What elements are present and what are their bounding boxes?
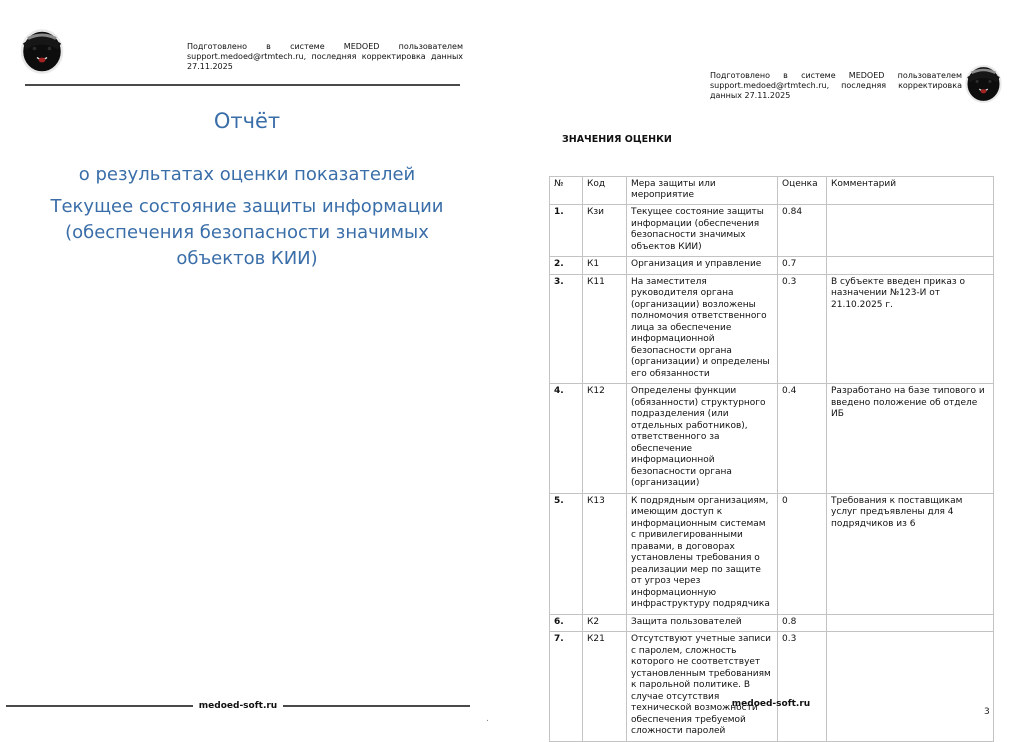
assessment-table xyxy=(549,176,994,742)
cell-score: 0 xyxy=(778,493,827,614)
cell-measure: Организация и управление xyxy=(627,257,778,275)
cell-measure: На заместителя руководителя органа (организации) возложены полномочия ответственного лица за обеспечение информационной безопасности органа (организации) и определены его обязанности xyxy=(627,274,778,384)
cell-comment xyxy=(827,205,994,257)
cell-score: 0.84 xyxy=(778,205,827,257)
page-number: 3 xyxy=(984,707,990,717)
table-row xyxy=(550,632,994,742)
medoed-bear-logo-icon xyxy=(18,28,66,75)
cell-num: 1. xyxy=(550,205,583,257)
table-row xyxy=(550,384,994,494)
col-header-code: Код xyxy=(583,177,627,205)
table-row xyxy=(550,614,994,632)
assessment-table-head xyxy=(550,177,994,205)
table-row xyxy=(550,274,994,384)
cell-comment: Требования к поставщикам услуг предъявлены для 4 подрядчиков из 6 xyxy=(827,493,994,614)
cell-measure: Определены функции (обязанности) структурного подразделения (или отдельных работников), ответственного за обеспечение информационной безопасности органа (организации) xyxy=(627,384,778,494)
subject-line: объектов КИИ) xyxy=(176,248,318,269)
cell-score: 0.4 xyxy=(778,384,827,494)
cell-num: 3. xyxy=(550,274,583,384)
cell-comment: В субъекте введен приказ о назначении №123-И от 21.10.2025 г. xyxy=(827,274,994,384)
cell-measure: Отсутствуют учетные записи с паролем, сложность которого не соответствует установленным требованиям к парольной политике. В случае отсутствия технической возможности обеспечения требуемой сложности паролей xyxy=(627,632,778,742)
report-subtitle: о результатах оценки показателей xyxy=(78,164,416,185)
table-header-row xyxy=(550,177,994,205)
cell-num: 2. xyxy=(550,257,583,275)
cell-num: 6. xyxy=(550,614,583,632)
cell-code: Кзи xyxy=(583,205,627,257)
prepared-note: Подготовлено в системе MEDOED пользователем support.medoed@rtmtech.ru, последняя корректировка данных 27.11.2025 xyxy=(187,42,463,71)
subject-line: (обеспечения безопасности значимых xyxy=(65,222,429,243)
col-header-measure: Мера защиты или мероприятие xyxy=(627,177,778,205)
cell-measure: Защита пользователей xyxy=(627,614,778,632)
cell-num: 7. xyxy=(550,632,583,742)
col-header-score: Оценка xyxy=(778,177,827,205)
cell-code: К1 xyxy=(583,257,627,275)
report-subject xyxy=(0,194,494,272)
table-row xyxy=(550,257,994,275)
cell-measure: К подрядным организациям, имеющим доступ к информационным системам с привилегированными правами, в договорах установлены требования о реализации мер по защите от угроз через информационную инфраструктуру подрядчика xyxy=(627,493,778,614)
page-assessment-values xyxy=(512,0,1024,742)
prepared-note: Подготовлено в системе MEDOED пользователем support.medoed@rtmtech.ru, последняя корректировка данных 27.11.2025 xyxy=(710,71,962,100)
cell-num: 5. xyxy=(550,493,583,614)
cell-score: 0.7 xyxy=(778,257,827,275)
table-row xyxy=(550,205,994,257)
cell-comment xyxy=(827,632,994,742)
cell-score: 0.3 xyxy=(778,274,827,384)
col-header-num: № xyxy=(550,177,583,205)
header-divider xyxy=(25,84,460,86)
footer-rule-left xyxy=(6,705,193,707)
cell-comment xyxy=(827,614,994,632)
section-title: ЗНАЧЕНИЯ ОЦЕНКИ xyxy=(562,134,672,145)
cell-score: 0.8 xyxy=(778,614,827,632)
col-header-comment: Комментарий xyxy=(827,177,994,205)
cell-code: К12 xyxy=(583,384,627,494)
cell-code: К21 xyxy=(583,632,627,742)
stray-mark: . xyxy=(486,714,489,724)
footer-rule-right xyxy=(283,705,470,707)
cell-code: К11 xyxy=(583,274,627,384)
table-row xyxy=(550,493,994,614)
cell-comment: Разработано на базе типового и введено положение об отделе ИБ xyxy=(827,384,994,494)
cell-measure: Текущее состояние защиты информации (обеспечения безопасности значимых объектов КИИ) xyxy=(627,205,778,257)
footer-site-text: medoed-soft.ru xyxy=(198,701,278,711)
cell-code: К13 xyxy=(583,493,627,614)
cell-score: 0.3 xyxy=(778,632,827,742)
report-title: Отчёт xyxy=(213,109,281,133)
cell-comment xyxy=(827,257,994,275)
footer-site-text: medoed-soft.ru xyxy=(731,699,811,709)
cell-code: К2 xyxy=(583,614,627,632)
page-footer xyxy=(6,701,470,711)
assessment-table-body xyxy=(550,205,994,742)
cell-num: 4. xyxy=(550,384,583,494)
medoed-bear-logo-icon xyxy=(963,64,1004,104)
subject-line: Текущее состояние защиты информации xyxy=(50,196,444,217)
